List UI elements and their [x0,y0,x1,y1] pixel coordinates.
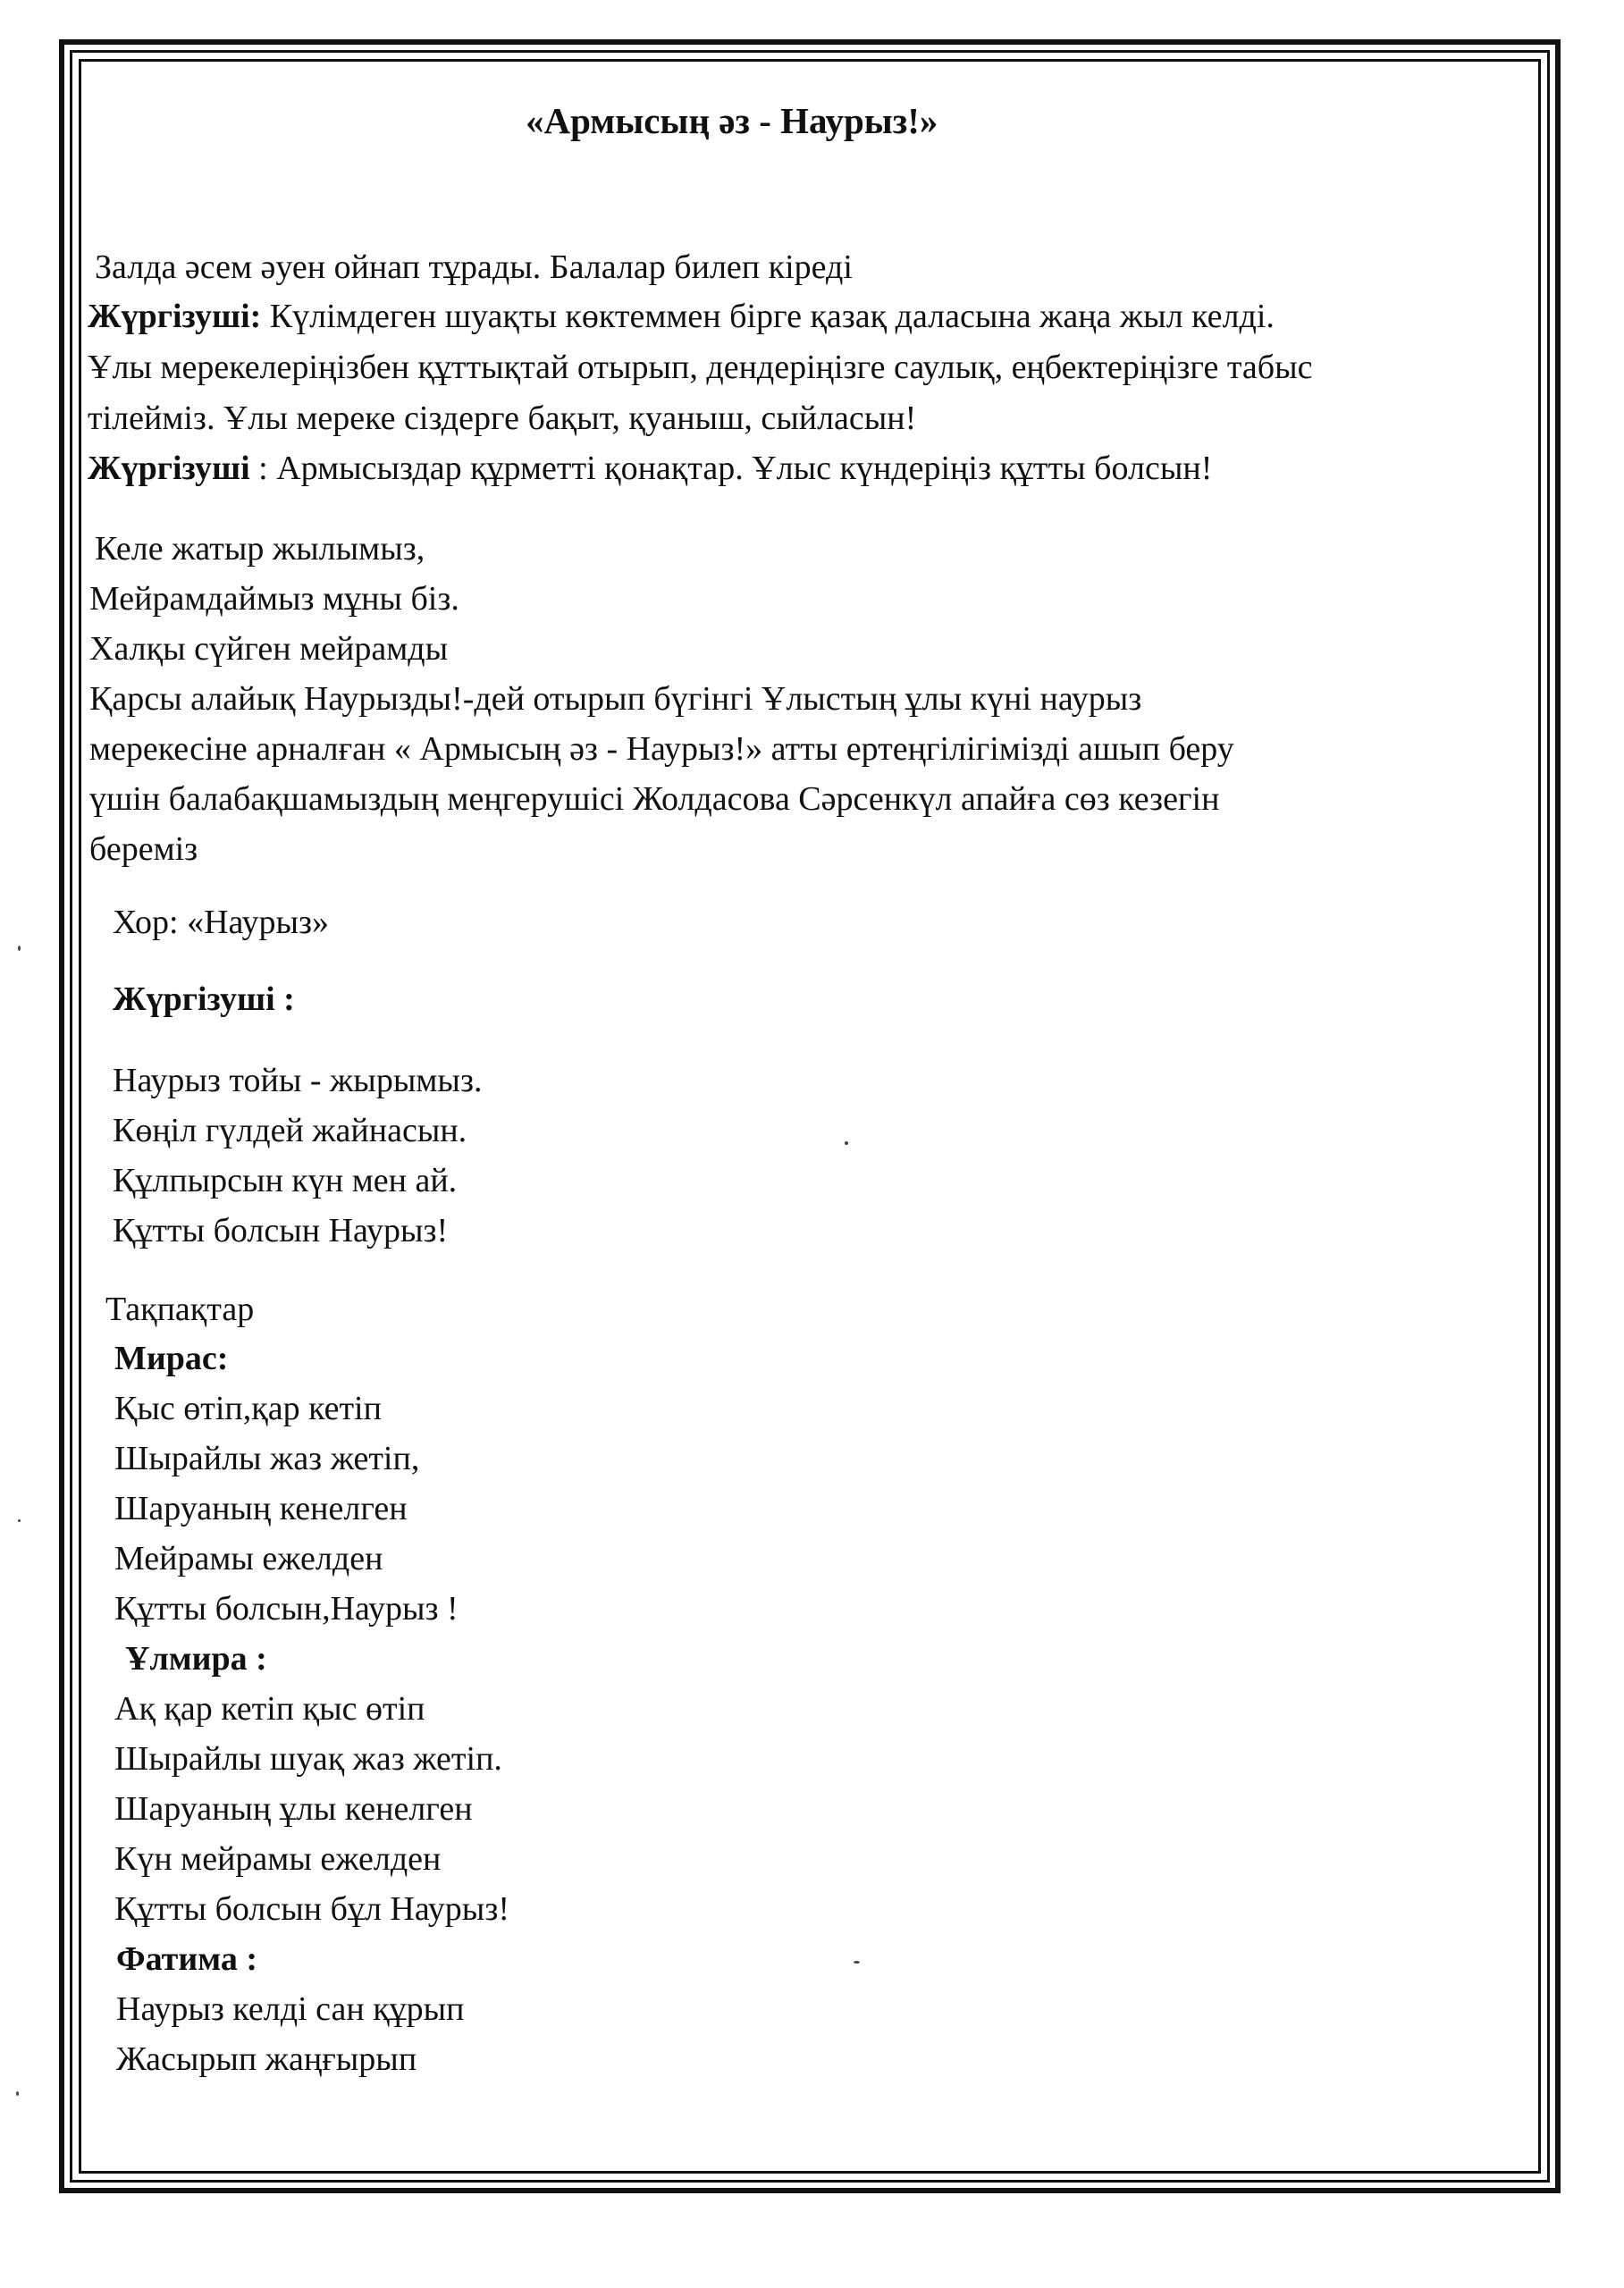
ulmira-line: Шырайлы шуақ жаз жетіп. [114,1740,502,1778]
speaker-label: Ұлмира : [125,1640,267,1678]
scan-speck [16,2091,19,2096]
fatima-line: Жасырып жаңғырып [116,2040,417,2078]
host-speech-1-line-3: тілейміз. Ұлы мереке сіздерге бақыт, қуаныш, сыйласын! [88,400,917,437]
verse-2-line: Құлпырсын күн мен ай. [113,1162,458,1199]
ulmira-line: Ақ қар кетіп қыс өтіп [114,1690,425,1728]
fatima-line: Наурыз келді сан құрып [116,1990,465,2028]
miras-line: Қыс өтіп,қар кетіп [114,1390,382,1427]
verse-1-line: мерекесіне арналған « Армысың әз - Наурыз!» атты ертеңгілігімізді ашып беру [89,730,1234,768]
verse-2-line: Наурыз тойы - жырымыз. [113,1062,483,1099]
speaker-label: Жүргізуші: [88,298,262,335]
miras-line: Құтты болсын,Наурыз ! [114,1590,459,1628]
host-speech-2 [88,448,1212,489]
scan-speck [854,1961,860,1964]
verse-2-line: Құтты болсын Наурыз! [113,1212,449,1249]
verse-1-line: Халқы сүйген мейрамды [89,630,449,668]
speaker-label: Мирас: [114,1340,229,1377]
verse-1-line: Келе жатыр жылымыз, [95,530,425,568]
scan-speck [845,1141,848,1145]
section-heading: Тақпақтар [105,1291,255,1328]
miras-line: Шырайлы жаз жетіп, [114,1440,420,1477]
intro-text: Залда әсем әуен ойнап тұрады. Балалар билеп кіреді [95,248,853,286]
scan-speck [18,946,21,951]
ulmira-line: Құтты болсын бұл Наурыз! [114,1890,509,1928]
verse-2-line: Көңіл гүлдей жайнасын. [113,1112,467,1149]
host-speech-1 [88,296,1275,337]
document-body [88,68,1527,2159]
choir-line: Хор: «Наурыз» [113,904,330,941]
verse-1-line: береміз [89,830,198,868]
verse-1-line: үшін балабақшамыздың меңгерушісі Жолдасова Сәрсенкүл апайға сөз кезегін [89,780,1220,818]
verse-1-line: Мейрамдаймыз мұны біз. [89,580,459,618]
host-speech-1-line-2: Ұлы мерекелеріңізбен құттықтай отырып, дендеріңізге саулық, еңбектеріңізге табыс [88,349,1313,386]
verse-1-line: Қарсы алайық Наурызды!-дей отырып бүгінгі Ұлыстың ұлы күні наурыз [89,680,1142,718]
miras-line: Мейрамы ежелден [114,1540,383,1577]
speech-text: : Армысыздар құрметті қонақтар. Ұлыс күндеріңіз құтты болсын! [249,450,1213,487]
scan-speck [18,1519,21,1522]
speaker-label: Жүргізуші [88,450,250,487]
ulmira-line: Күн мейрамы ежелден [114,1840,442,1878]
speech-text: Күлімдеген шуақты көктеммен бірге қазақ даласына жаңа жыл келді. [261,298,1275,335]
ulmira-line: Шаруаның ұлы кенелген [114,1790,473,1828]
document-title: «Армысың әз - Наурыз!» [526,100,938,141]
speaker-label: Фатима : [116,1940,257,1978]
speaker-label: Жүргізуші : [113,980,295,1018]
miras-line: Шаруаның кенелген [114,1490,408,1527]
